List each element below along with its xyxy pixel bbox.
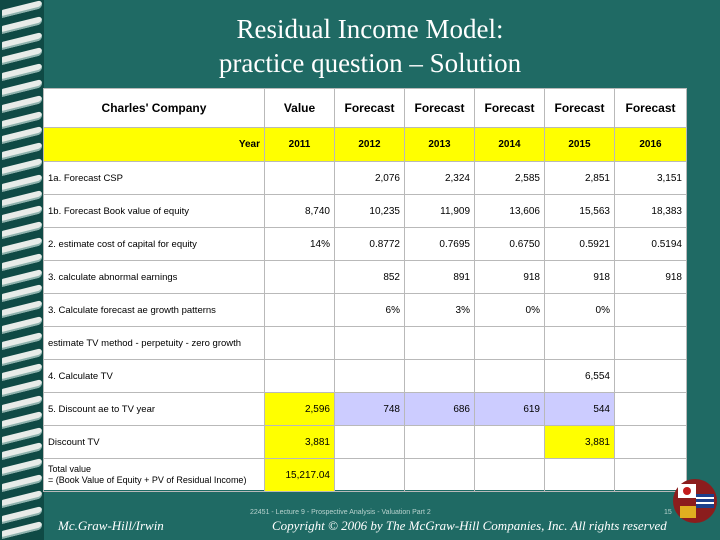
binding-ring	[0, 397, 44, 411]
binding-ring	[0, 460, 44, 474]
binding-ring	[0, 381, 44, 395]
binding-ring	[0, 128, 44, 142]
table-cell: 0%	[475, 294, 545, 327]
row-label: 1a. Forecast CSP	[44, 162, 265, 195]
table-cell: 0.7695	[405, 228, 475, 261]
copyright-footer: Copyright © 2006 by The McGraw-Hill Companies, Inc. All rights reserved	[272, 518, 667, 533]
table-row	[44, 360, 687, 393]
binding-ring	[0, 97, 44, 111]
spiral-binding	[0, 0, 44, 540]
table-cell	[265, 261, 335, 294]
table-cell: 619	[475, 393, 545, 426]
table-cell: 891	[405, 261, 475, 294]
table-cell: 918	[615, 261, 687, 294]
binding-ring	[0, 223, 44, 237]
table-cell: 918	[545, 261, 615, 294]
table-cell	[475, 327, 545, 360]
flags-logo-icon	[672, 472, 718, 530]
row-label: Total value = (Book Value of Equity + PV of Residual Income)	[44, 459, 265, 492]
year-label: Year	[44, 128, 265, 162]
binding-ring	[0, 49, 44, 63]
year-cell: 2014	[475, 128, 545, 162]
table-cell	[335, 459, 405, 492]
slide-title-line1: Residual Income Model:	[236, 14, 504, 44]
table-cell: 14%	[265, 228, 335, 261]
binding-ring	[0, 492, 44, 506]
table-cell	[405, 327, 475, 360]
table-cell: 3,881	[265, 426, 335, 459]
row-label: 5. Discount ae to TV year	[44, 393, 265, 426]
table-row	[44, 195, 687, 228]
year-cell: 2012	[335, 128, 405, 162]
header-cell: Forecast	[335, 89, 405, 128]
row-label: estimate TV method - perpetuity - zero growth	[44, 327, 265, 360]
row-label: 3. Calculate forecast ae growth patterns	[44, 294, 265, 327]
binding-ring	[0, 65, 44, 79]
table-cell: 918	[475, 261, 545, 294]
binding-ring	[0, 81, 44, 95]
table-cell: 3,151	[615, 162, 687, 195]
year-cell: 2011	[265, 128, 335, 162]
table-cell: 6,554	[545, 360, 615, 393]
binding-ring	[0, 365, 44, 379]
year-cell: 2016	[615, 128, 687, 162]
table-cell: 0%	[545, 294, 615, 327]
table-cell: 686	[405, 393, 475, 426]
binding-ring	[0, 239, 44, 253]
table-cell	[615, 294, 687, 327]
binding-ring	[0, 271, 44, 285]
table-cell: 2,324	[405, 162, 475, 195]
year-cell: 2015	[545, 128, 615, 162]
table-cell	[405, 360, 475, 393]
table-row	[44, 327, 687, 360]
lecture-footer: 22451 - Lecture 9 - Prospective Analysis - Valuation Part 2	[250, 509, 431, 516]
table-cell: 2,596	[265, 393, 335, 426]
table-cell	[615, 393, 687, 426]
table-cell	[335, 360, 405, 393]
binding-ring	[0, 207, 44, 221]
table-cell	[545, 459, 615, 492]
table-cell	[475, 459, 545, 492]
table-cell: 18,383	[615, 195, 687, 228]
table-cell: 2,585	[475, 162, 545, 195]
binding-ring	[0, 429, 44, 443]
table-cell	[475, 360, 545, 393]
header-cell: Value	[265, 89, 335, 128]
table-cell	[405, 459, 475, 492]
spreadsheet-table	[43, 88, 686, 490]
binding-ring	[0, 192, 44, 206]
table-cell: 6%	[335, 294, 405, 327]
binding-ring	[0, 334, 44, 348]
binding-ring	[0, 350, 44, 364]
slide-title-line2: practice question – Solution	[218, 48, 522, 78]
binding-ring	[0, 2, 44, 16]
table-cell	[265, 294, 335, 327]
table-cell	[615, 327, 687, 360]
table-cell: 0.5194	[615, 228, 687, 261]
table-cell: 2,851	[545, 162, 615, 195]
table-cell: 748	[335, 393, 405, 426]
header-cell: Charles' Company	[44, 89, 265, 128]
binding-ring	[0, 318, 44, 332]
binding-ring	[0, 302, 44, 316]
table-row	[44, 162, 687, 195]
table-cell: 13,606	[475, 195, 545, 228]
binding-ring	[0, 523, 44, 537]
binding-ring	[0, 176, 44, 190]
table-cell	[475, 426, 545, 459]
binding-ring	[0, 255, 44, 269]
binding-ring	[0, 160, 44, 174]
row-label: Discount TV	[44, 426, 265, 459]
table-cell: 0.6750	[475, 228, 545, 261]
binding-ring	[0, 444, 44, 458]
year-row	[44, 128, 687, 162]
binding-ring	[0, 508, 44, 522]
year-cell: 2013	[405, 128, 475, 162]
publisher-footer: Mc.Graw-Hill/Irwin	[58, 518, 164, 533]
binding-ring	[0, 476, 44, 490]
table-cell: 2,076	[335, 162, 405, 195]
table-cell	[265, 360, 335, 393]
table-cell	[615, 426, 687, 459]
header-cell: Forecast	[545, 89, 615, 128]
header-cell: Forecast	[615, 89, 687, 128]
table-cell	[545, 327, 615, 360]
header-cell: Forecast	[475, 89, 545, 128]
header-row	[44, 89, 687, 128]
table-row	[44, 261, 687, 294]
row-label: 3. calculate abnormal earnings	[44, 261, 265, 294]
table-cell: 11,909	[405, 195, 475, 228]
table-row	[44, 294, 687, 327]
table-cell: 852	[335, 261, 405, 294]
table-cell	[265, 327, 335, 360]
table-row	[44, 459, 687, 492]
table-cell: 0.5921	[545, 228, 615, 261]
table-cell: 3,881	[545, 426, 615, 459]
binding-ring	[0, 144, 44, 158]
binding-ring	[0, 286, 44, 300]
page-number: 15	[664, 509, 672, 516]
table-cell	[335, 327, 405, 360]
table-cell: 8,740	[265, 195, 335, 228]
table-cell: 15,563	[545, 195, 615, 228]
table-cell	[335, 426, 405, 459]
table-cell: 15,217.04	[265, 459, 335, 492]
table-row	[44, 393, 687, 426]
table-row	[44, 228, 687, 261]
table-cell	[265, 162, 335, 195]
binding-ring	[0, 34, 44, 48]
binding-ring	[0, 113, 44, 127]
binding-ring	[0, 413, 44, 427]
row-label: 4. Calculate TV	[44, 360, 265, 393]
table-cell	[405, 426, 475, 459]
table-cell: 544	[545, 393, 615, 426]
table-cell: 10,235	[335, 195, 405, 228]
table-cell: 0.8772	[335, 228, 405, 261]
header-cell: Forecast	[405, 89, 475, 128]
table-row	[44, 426, 687, 459]
table-cell: 3%	[405, 294, 475, 327]
table-cell	[615, 360, 687, 393]
binding-ring	[0, 18, 44, 32]
row-label: 1b. Forecast Book value of equity	[44, 195, 265, 228]
row-label: 2. estimate cost of capital for equity	[44, 228, 265, 261]
